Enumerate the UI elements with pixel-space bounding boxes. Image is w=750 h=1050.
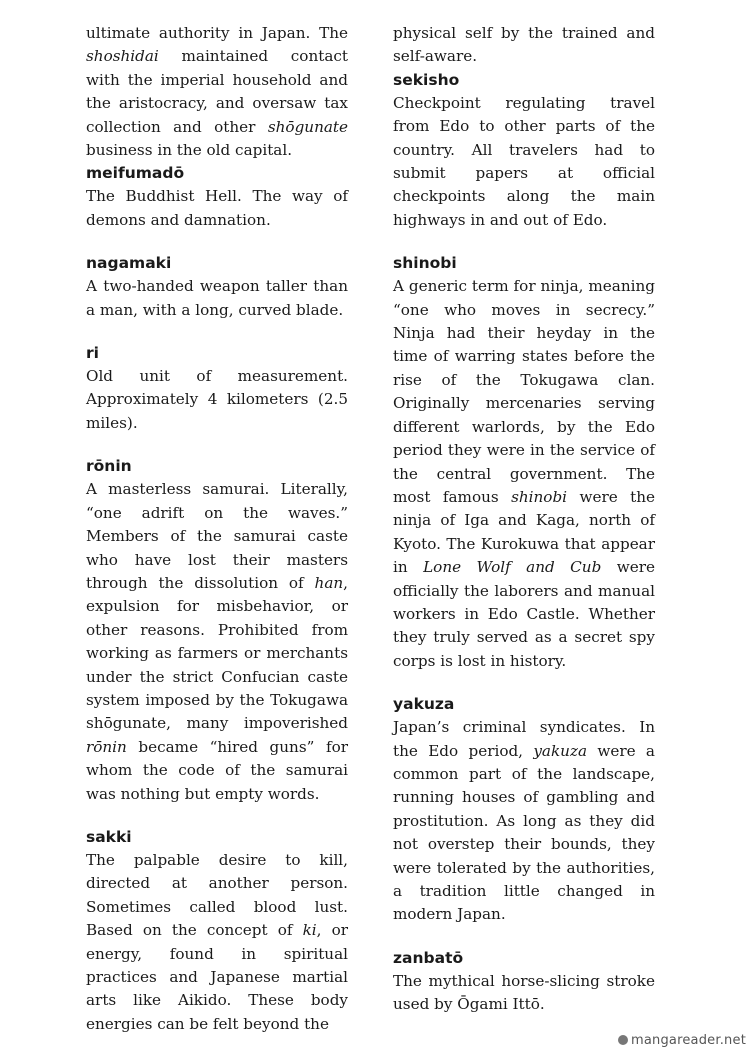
left-entries — [86, 162, 348, 1036]
glossary-definition: A two-handed weapon taller than a man, with a long, curved blade. — [86, 277, 348, 319]
glossary-entry — [393, 252, 655, 673]
glossary-term: yakuza — [393, 695, 455, 714]
watermark — [618, 1033, 746, 1048]
continuation-text: ultimate authority in Japan. The shoshidai maintained contact with the imperial household and the aristocracy, and oversaw tax collection and other shōgunate business in the old capital. — [86, 24, 348, 160]
glossary-entry — [86, 252, 348, 322]
glossary-definition: The Buddhist Hell. The way of demons and damnation. — [86, 187, 348, 229]
glossary-entry — [393, 69, 655, 232]
glossary-term: sekisho — [393, 70, 460, 89]
glossary-term: nagamaki — [86, 254, 172, 273]
right-continuation-entry — [393, 22, 655, 69]
glossary-definition: Checkpoint regulating travel from Edo to other parts of the country. All travelers had to submit papers at official checkpoints along the main highways in and out of Edo. — [393, 93, 655, 229]
glossary-entry — [86, 455, 348, 806]
glossary-term: shinobi — [393, 254, 457, 273]
right-column — [393, 22, 655, 1017]
left-column — [86, 22, 348, 1036]
glossary-term: sakki — [86, 827, 132, 846]
glossary-definition: A masterless samurai. Literally, “one adrift on the waves.” Members of the samurai caste who have lost their masters through the dissolution of han, expulsion for misbehavior, or other reasons. Prohibited from working as farmers or merchants under the strict Confucian caste system imposed by the Tokugawa shōgunate, many impoverished rōnin became “hired guns” for whom the code of the samurai was nothing but empty words. — [86, 480, 348, 803]
continuation-entry — [86, 22, 348, 162]
glossary-definition: Old unit of measurement. Approximately 4 kilometers (2.5 miles). — [86, 367, 348, 432]
glossary-term: rōnin — [86, 457, 132, 476]
glossary-term: ri — [86, 344, 99, 363]
glossary-entry — [86, 342, 348, 435]
glossary-term: meifumadō — [86, 164, 185, 183]
glossary-definition: The mythical horse-slicing stroke used by Ōgami Ittō. — [393, 971, 655, 1014]
watermark-logo-icon — [618, 1035, 628, 1045]
right-continuation-text: physical self by the trained and self-aware. — [393, 24, 655, 66]
glossary-definition: Japan’s criminal syndicates. In the Edo period, yakuza were a common part of the landscape, running houses of gambling and prostitution. As long as they did not overstep their bounds, they were tolerated by the authorities, a tradition little changed in modern Japan. — [393, 718, 655, 924]
glossary-entry — [86, 826, 348, 1036]
glossary-entry — [393, 947, 655, 1017]
glossary-term: zanbatō — [393, 948, 464, 967]
glossary-entry — [86, 162, 348, 232]
watermark-text: mangareader.net — [631, 1033, 746, 1048]
glossary-definition: A generic term for ninja, meaning “one who moves in secrecy.” Ninja had their heyday in the time of warring states before the rise of the Tokugawa clan. Originally mercenaries serving different warlords, by the Edo period they were in the service of the central government. The most famous shinobi were the ninja of Iga and Kaga, north of Kyoto. The Kurokuwa that appear in Lone Wolf and Cub were officially the laborers and manual workers in Edo Castle. Whether they truly served as a secret spy corps is lost in history. — [393, 277, 655, 670]
glossary-entry — [393, 693, 655, 927]
glossary-definition: The palpable desire to kill, directed at another person. Sometimes called blood lust. Based on the concept of ki, or energy, found in spiritual practices and Japanese martial arts like Aikido. These body energies can be felt beyond the — [86, 850, 348, 1033]
right-entries — [393, 69, 655, 1017]
